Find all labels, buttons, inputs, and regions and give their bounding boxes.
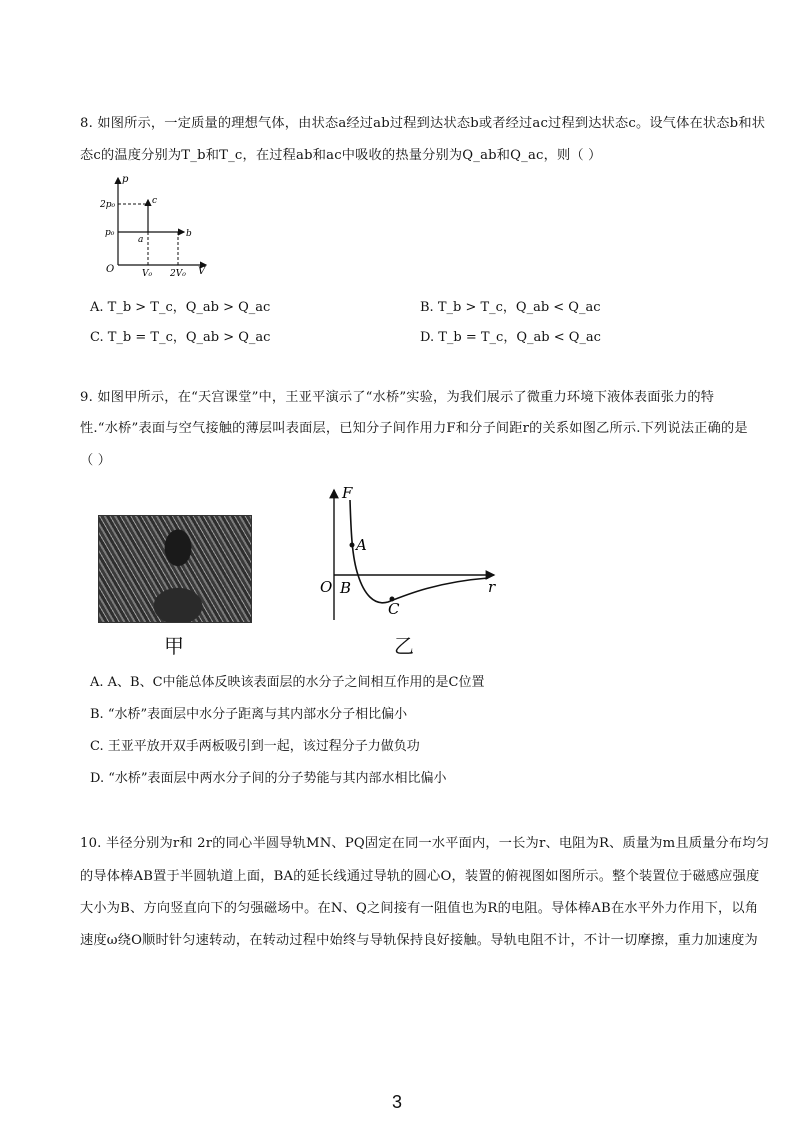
q8-pv-diagram: [98, 170, 213, 280]
q10-stem-line-2: 的导体棒AB置于半圆轨道上面，BA的延长线通过导轨的圆心O，装置的俯视图如图所示。整个装置位于磁感应强度: [80, 869, 760, 884]
q8-tick-v0: V₀: [142, 269, 153, 279]
q8-stem-line-1: 8. 如图所示，一定质量的理想气体，由状态a经过ab过程到达状态b或者经过ac过程到达状态c。设气体在状态b和状: [80, 116, 766, 131]
caption-yi: 乙: [394, 634, 414, 658]
q8-tick-p0: p₀: [105, 228, 115, 238]
q10-stem-line-3: 大小为B、方向竖直向下的匀强磁场中。在N、Q之间接有一阻值也为R的电阻。导体棒AB在水平外力作用下，以角: [80, 901, 759, 916]
q8-tick-2v0: 2V₀: [170, 269, 186, 279]
q8-axis-p-label: p: [122, 174, 129, 185]
page-number: 3: [391, 1092, 402, 1112]
q8-point-b: b: [186, 229, 192, 239]
q8-point-c: c: [152, 196, 158, 206]
q8-option-a: A. T_b > T_c，Q_ab > Q_ac: [90, 300, 271, 315]
q9-point-c: C: [388, 600, 400, 618]
q8-option-c: C. T_b = T_c，Q_ab > Q_ac: [90, 330, 271, 345]
q8-tick-2p0: 2p₀: [100, 200, 116, 210]
q9-option-c: C. 王亚平放开双手两板吸引到一起，该过程分子力做负功: [90, 739, 420, 754]
q9-option-d: D. “水桥”表面层中两水分子间的分子势能与其内部水相比偏小: [90, 771, 447, 786]
q8-axis-v-label: V: [198, 266, 206, 277]
q9-option-a: A. A、B、C中能总体反映该表面层的水分子之间相互作用的是C位置: [90, 675, 485, 690]
q8-option-d: D. T_b = T_c，Q_ab < Q_ac: [420, 330, 601, 345]
q9-point-a: A: [356, 536, 367, 554]
q9-stem-line-2: 性.“水桥”表面与空气接触的薄层叫表面层，已知分子间作用力F和分子间距r的关系如图乙所示.下列说法正确的是: [80, 421, 748, 436]
q9-point-b: B: [340, 579, 352, 597]
caption-jia: 甲: [164, 634, 184, 658]
q9-stem-line-1: 9. 如图甲所示，在“天宫课堂”中，王亚平演示了“水桥”实验，为我们展示了微重力环境下液体表面张力的特: [80, 390, 715, 405]
water-bridge-photo: [98, 515, 252, 623]
q8-point-a: a: [138, 235, 144, 245]
q10-stem-line-1: 10. 半径分别为r和 2r的同心半圆导轨MN、PQ固定在同一水平面内，一长为r、电阻为R、质量为m且质量分布均匀: [80, 836, 770, 851]
q8-stem-line-2: 态c的温度分别为T_b和T_c，在过程ab和ac中吸收的热量分别为Q_ab和Q_ac，则（ ）: [80, 148, 602, 163]
q9-origin-label: O: [320, 578, 333, 596]
q9-force-distance-graph: [318, 482, 508, 622]
q9-axis-r-label: r: [488, 578, 496, 596]
q8-option-b: B. T_b > T_c，Q_ab < Q_ac: [420, 300, 601, 315]
q8-origin-label: O: [106, 264, 115, 275]
q9-option-b: B. “水桥”表面层中水分子距离与其内部水分子相比偏小: [90, 707, 408, 722]
q9-axis-f-label: F: [342, 484, 353, 502]
q9-stem-line-3: （ ）: [80, 453, 112, 468]
q10-stem-line-4: 速度ω绕O顺时针匀速转动，在转动过程中始终与导轨保持良好接触。导轨电阻不计，不计一切摩擦，重力加速度为: [80, 933, 758, 948]
